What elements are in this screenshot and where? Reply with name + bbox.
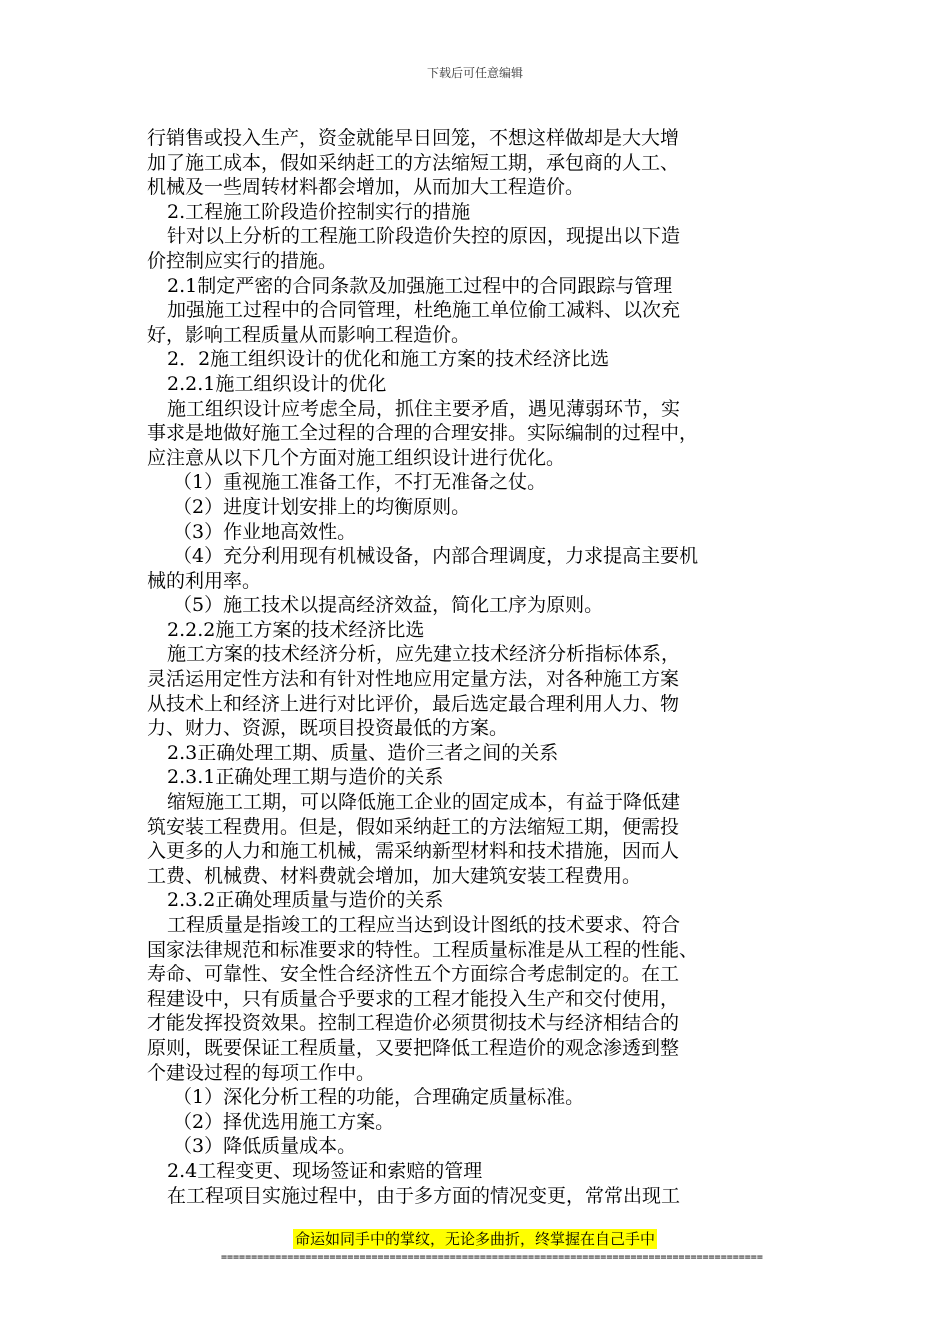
text-line: 2.3正确处理工期、质量、造价三者之间的关系 [167, 741, 559, 764]
text-line: 2.工程施工阶段造价控制实行的措施 [167, 200, 471, 223]
text-line: 事求是地做好施工全过程的合理的合理安排。实际编制的过程中， [147, 422, 699, 445]
text-line: 2.4工程变更、现场签证和索赔的管理 [167, 1159, 483, 1182]
text-line: （4）充分利用现有机械设备，内部合理调度，力求提高主要机 [173, 545, 699, 568]
text-line: 好，影响工程质量从而影响工程造价。 [147, 323, 471, 346]
text-line: 应注意从以下几个方面对施工组织设计进行优化。 [147, 446, 566, 469]
text-line: （1）深化分析工程的功能，合理确定质量标准。 [173, 1086, 585, 1109]
text-line: 行销售或投入生产，资金就能早日回笼，不想这样做却是大大增 [147, 127, 680, 149]
text-line: 2.2.2施工方案的技术经济比选 [167, 618, 425, 641]
text-line: 2．2施工组织设计的优化和施工方案的技术经济比选 [167, 348, 610, 371]
page-footer [0, 1229, 950, 1249]
text-line: 个建设过程的每项工作中。 [147, 1061, 376, 1084]
text-line: 灵活运用定性方法和有针对性地应用定量方法，对各种施工方案 [147, 668, 680, 691]
text-line: 入更多的人力和施工机械，需采纳新型材料和技术措施，因而人 [147, 840, 680, 863]
document-body [147, 126, 787, 1208]
text-line: 施工组织设计应考虑全局，抓住主要矛盾，遇见薄弱环节，实 [167, 397, 681, 420]
text-line: 才能发挥投资效果。控制工程造价必须贯彻技术与经济相结合的 [147, 1012, 680, 1035]
text-line: 械的利用率。 [147, 569, 262, 592]
text-line: （3）作业地高效性。 [173, 520, 357, 543]
text-line: 2.3.2正确处理质量与造价的关系 [167, 889, 444, 912]
footer-slogan: 命运如同手中的掌纹，无论多曲折，终掌握在自己手中 [294, 1230, 655, 1248]
footer-rule: ========================================================================================== [221, 1252, 763, 1263]
text-line: 原则，既要保证工程质量，又要把降低工程造价的观念渗透到整 [147, 1036, 680, 1059]
text-line: 在工程项目实施过程中，由于多方面的情况变更，常常出现工 [167, 1184, 681, 1207]
text-line: 加强施工过程中的合同管理，杜绝施工单位偷工减料、以次充 [167, 299, 681, 322]
text-line: 施工方案的技术经济分析，应先建立技术经济分析指标体系， [167, 643, 681, 666]
text-line: 程建设中，只有质量合乎要求的工程才能投入生产和交付使用， [147, 987, 680, 1010]
text-line: （2）择优选用施工方案。 [173, 1110, 395, 1133]
text-line: 从技术上和经济上进行对比评价，最后选定最合理利用人力、物 [147, 692, 680, 715]
text-line: 机械及一些周转材料都会增加，从而加大工程造价。 [147, 176, 585, 199]
text-line: 2.3.1正确处理工期与造价的关系 [167, 766, 444, 789]
text-line: 2.2.1施工组织设计的优化 [167, 372, 387, 395]
text-line: （5）施工技术以提高经济效益，简化工序为原则。 [173, 594, 604, 617]
text-line: 加了施工成本，假如采纳赶工的方法缩短工期，承包商的人工、 [147, 151, 680, 174]
text-line: 价控制应实行的措施。 [147, 249, 338, 272]
text-line: （2）进度计划安排上的均衡原则。 [173, 495, 471, 518]
text-line: 针对以上分析的工程施工阶段造价失控的原因，现提出以下造 [167, 225, 681, 248]
text-line: 国家法律规范和标准要求的特性。工程质量标准是从工程的性能、 [147, 938, 699, 961]
text-line: 力、财力、资源，既项目投资最低的方案。 [147, 717, 509, 740]
text-line: （1）重视施工准备工作，不打无准备之仗。 [173, 471, 547, 494]
page-header: 下载后可任意编辑 [426, 66, 523, 80]
text-line: （3）降低质量成本。 [173, 1135, 357, 1158]
text-line: 2.1制定严密的合同条款及加强施工过程中的合同跟踪与管理 [167, 274, 673, 297]
text-line: 缩短施工工期，可以降低施工企业的固定成本，有益于降低建 [167, 791, 681, 814]
text-line: 筑安装工程费用。但是，假如采纳赶工的方法缩短工期，便需投 [147, 815, 680, 838]
text-line: 寿命、可靠性、安全性合经济性五个方面综合考虑制定的。在工 [147, 963, 680, 986]
text-line: 工费、机械费、材料费就会增加，加大建筑安装工程费用。 [147, 864, 642, 887]
text-line: 工程质量是指竣工的工程应当达到设计图纸的技术要求、符合 [167, 914, 681, 936]
